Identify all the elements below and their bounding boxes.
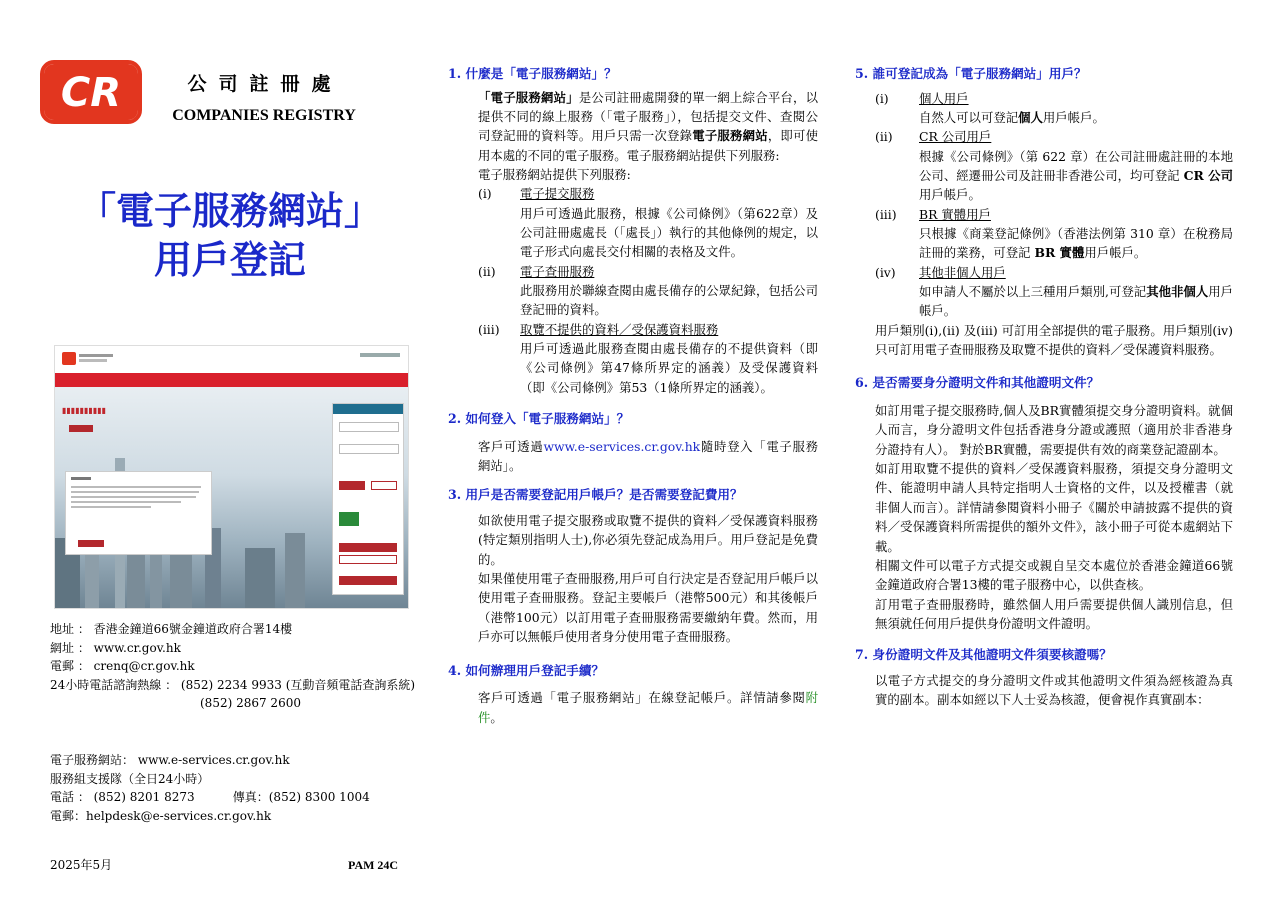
item-num: (iii) [875,206,897,222]
login-text: 客戶可透過 [478,438,544,454]
user-type-bold: CR 公司 [1183,168,1233,184]
user-type-desc-end: 用戶帳戶。 [919,284,1233,319]
support-email: 電郵：helpdesk@e-services.cr.gov.hk [50,808,272,823]
user-type-bold: 個人 [1018,109,1043,125]
site-logo-icon [62,352,76,365]
section-6-p1: 如訂用電子提交服務時,個人及BR實體須提交身分證明資料。就個人而言，身分證明文件包括香港身分證或護照（適用於非香港身分證持有人）。 對於BR實體，需要提供有效的商業登記證副本。 [875,403,1233,457]
user-type-desc-end: 用戶帳戶。 [1042,109,1105,125]
user-type-bold: BR 實體 [1034,245,1085,261]
eservices-bold-2: 電子服務網站 [692,128,768,144]
user-type-bold: 其他非個人 [1146,284,1209,300]
eservices-bold: 「電子服務網站」 [478,89,579,105]
user-type-desc: 根據《公司條例》（第 622 章）在公司註冊處註冊的本地公司、經遷冊公司及註冊非香港公司，均可登記 [919,148,1233,184]
user-type-iv [875,263,1233,321]
item-num: (ii) [875,129,893,145]
user-type-title: CR 公司用戶 [919,129,992,145]
doc-code: PAM 24C [348,858,399,872]
service-title: 電子查冊服務 [520,263,595,279]
user-type-title: 其他非個人用戶 [919,264,1006,280]
user-type-desc: 自然人可以可登記 [919,109,1019,125]
section-6-p3: 相關文件可以電子方式提交或親自呈交本處位於香港金鐘道66號金鐘道政府合署13樓的電子服務中心，以供查核。 [875,557,1233,593]
website-screenshot [54,345,409,609]
section-2-title: 2. 如何登入「電子服務網站」？ [448,411,630,427]
site-header [55,346,408,373]
support-team: 服務組支援隊（全日24小時） [50,771,210,786]
svg-text:CR: CR [60,70,122,116]
user-type-desc-end: 用戶帳戶。 [919,187,981,203]
hotline-2: (852) 2867 2600 [200,696,301,711]
section-7-p1: 以電子方式提交的身分證明文件或其他證明文件須為經核證為真實的副本。副本如經以下人士妥為核證，便會視作真實副本： [875,672,1233,708]
section-5-note: 用戶類別(i),(ii) 及(iii) 可訂用全部提供的電子服務。用戶類別(iv)只可訂用電子查冊服務及取覽不提供的資料／受保護資料服務。 [875,322,1233,358]
title-line-2: 用戶登記 [153,237,306,283]
user-type-desc-end: 用戶帳戶。 [1084,245,1147,261]
register-text-end: 。 [490,709,503,725]
page-title [40,186,420,285]
site-nav [55,373,408,387]
eservices-link[interactable]: www.e-services.cr.gov.hk [543,438,701,454]
register-text: 客戶可透過「電子服務網站」在線登記帳戶。詳情請參閱 [478,690,806,706]
middle-column [448,64,818,727]
user-type-desc: 只根據《商業登記條例》（香港法例第 310 章）在稅務局註冊的業務，可登記 [919,226,1233,261]
section-3-p2: 如果僅使用電子查冊服務,用戶可自行決定是否登記用戶帳戶以使用電子查冊服務。登記主要帳戶（港幣500元）和其後帳戶（港幣100元）以訂用電子查冊服務需要繳納年費。然而，用戶亦可以無帳戶使用者身分使用電子查冊服務。 [478,571,818,645]
cr-logo [40,60,142,124]
section-1-title: 1. 什麼是「電子服務網站」？ [448,66,617,81]
section-7-title: 7. 身份證明文件及其他證明文件須要核證嗎？ [855,647,1112,663]
item-num: (iii) [478,321,500,337]
section-3-p1: 如欲使用電子提交服務或取覽不提供的資料／受保護資料服務 (特定類別指明人士),你必須先登記成為用戶。用戶登記是免費的。 [478,513,818,567]
services-list-intro: 電子服務網站提供下列服務: [478,167,631,183]
section-6-p4: 訂用電子查冊服務時，雖然個人用戶需要提供個人識別信息，但無須就任何用戶提供身份證明文件證明。 [875,596,1233,631]
intro-text-2: ，即可使用本處的不同的電子服務。電子服務網站提供下列服務: [478,128,819,163]
site-login-panel [332,403,404,595]
section-1-intro [478,88,818,165]
service-item-iii [478,320,818,397]
item-num: (ii) [478,263,496,279]
service-desc: 用戶可透過此服務查閱由處長備存的不提供資料（即《公司條例》第47條所界定的涵義）及受保護資料（即《公司條例》第53（1條所界定的涵義）。 [520,341,818,395]
user-type-iii [875,205,1233,263]
website: 網址 ： www.cr.gov.hk [50,640,181,655]
section-2-text [478,437,818,476]
eservices-site: 電子服務網站： www.e-services.cr.gov.hk [50,752,290,767]
site-welcome-text: ▮▮▮▮▮▮▮▮▮▮ [62,406,107,415]
site-red-button [69,425,93,432]
user-type-title: 個人用戶 [919,90,969,106]
service-desc: 用戶可透過此服務，根據《公司條例》（第622章）及公司註冊處處長（「處長」）執行的其他條例的規定，以電子形式向處長交付相關的表格及文件。 [520,205,818,260]
service-title: 電子提交服務 [520,186,595,202]
item-num: (i) [875,90,889,106]
service-item-i [478,184,818,261]
intro-text: 是公司註冊處開發的單一網上綜合平台，以提供不同的線上服務（「電子服務」），包括提交文件、查閱公司登記冊的資料等。用戶只需一次登錄 [478,89,819,144]
login-text-2: 隨時登入「電子服務網站」。 [478,438,819,474]
right-column [855,64,1233,710]
user-type-desc: 如申請人不屬於以上三種用戶類別,可登記 [919,284,1147,300]
email: 電郵 ： crenq@cr.gov.hk [50,659,195,674]
item-num: (i) [478,186,492,202]
section-6-title: 6. 是否需要身分證明文件和其他證明文件？ [855,375,1100,391]
support-tel-fax: 電話 ： (852) 8201 8273 傳真：(852) 8300 1004 [50,790,370,805]
title-line-1: 「電子服務網站」 [77,188,382,233]
hotline: 24小時電話諮詢熱線 ： (852) 2234 9933 (互動音頻電話查詢系統) [50,677,416,692]
user-type-i [875,89,1233,128]
section-6-p2: 如訂用取覽不提供的資料／受保護資料服務，須提交身分證明文件、能證明申請人具特定指明人士資格的文件，以及授權書（就非個人而言）。詳情請參閱資料小冊子《關於申請披露不提供的資料／受保護資料所需提供的額外文件》，該小冊子可從本處網站下載。 [875,461,1233,554]
service-desc: 此服務用於聯線查閱由處長備存的公眾紀錄，包括公司登記冊的資料。 [520,283,818,318]
section-3-title: 3. 用戶是否需要登記用戶帳戶？是否需要登記費用？ [448,487,743,503]
org-name-en: COMPANIES REGISTRY [172,107,356,124]
user-type-ii [875,127,1233,204]
user-type-title: BR 實體用戶 [919,206,991,222]
service-title: 取覽不提供的資料／受保護資料服務 [520,321,719,337]
section-5-title: 5. 誰可登記成為「電子服務網站」用戶？ [855,66,1087,81]
address: 地址 ： 香港金鐘道66號金鐘道政府合署14樓 [50,622,293,636]
publish-date: 2025年5月 [50,858,113,872]
section-4-text [478,688,818,727]
cr-logo-icon [44,64,138,120]
contact-info [50,620,430,825]
appendix-link[interactable]: 附件 [478,690,818,725]
item-num: (iv) [875,264,896,280]
site-popup [65,471,212,555]
org-name-zh: 公司註冊處 [187,73,343,95]
section-4-title: 4. 如何辦理用戶登記手續？ [448,662,605,678]
service-item-ii [478,262,818,320]
